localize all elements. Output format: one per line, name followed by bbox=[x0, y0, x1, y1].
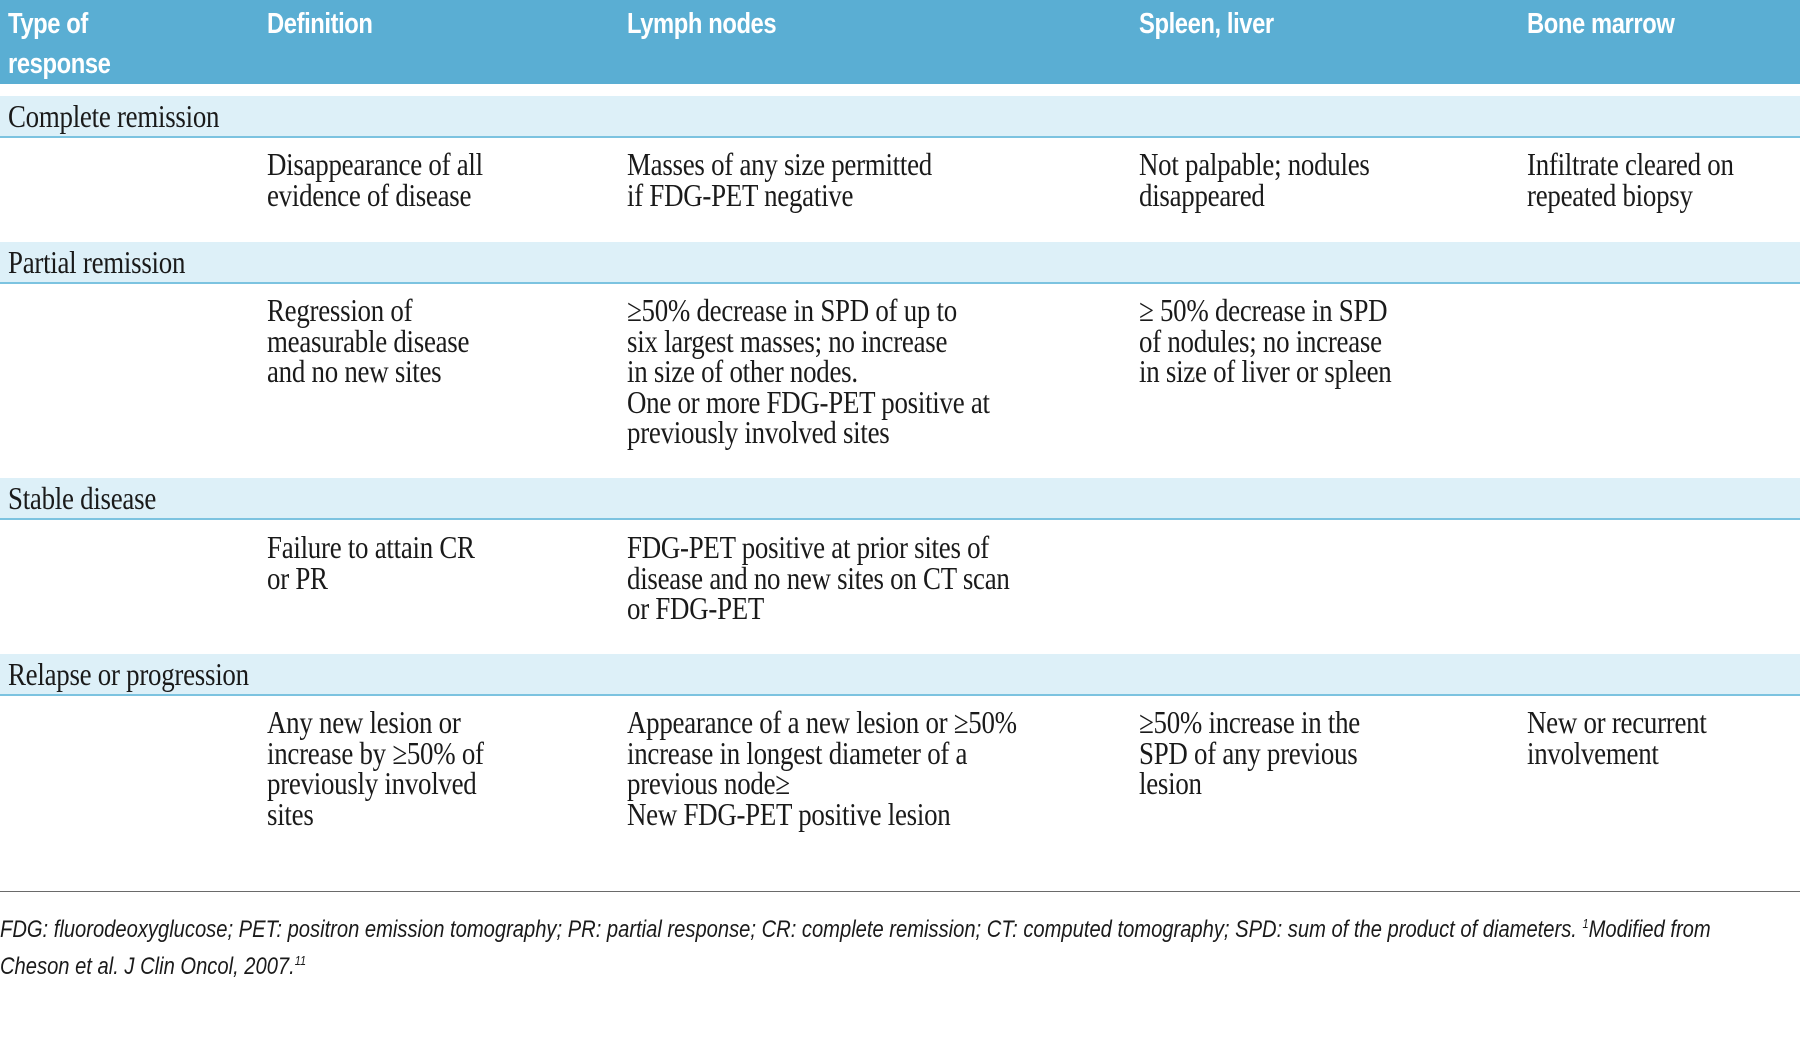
section-label: Relapse or progression bbox=[8, 656, 249, 692]
cell-spleen-liver: ≥ 50% decrease in SPD of nodules; no increase in size of liver or spleen bbox=[1139, 292, 1392, 389]
section-row-relapse-or-progression bbox=[0, 654, 1800, 696]
cell-definition: Any new lesion or increase by ≥50% of previously involved sites bbox=[267, 704, 484, 832]
cell-lymph-nodes: ≥50% decrease in SPD of up to six largest masses; no increase in size of other nodes. One or more FDG-PET positive at previously involved sites bbox=[627, 292, 990, 450]
section-label: Complete remission bbox=[8, 98, 220, 134]
header-lymph-nodes: Lymph nodes bbox=[627, 8, 777, 40]
footnote-reference: 11 bbox=[294, 953, 307, 968]
header-spleen-liver: Spleen, liver bbox=[1139, 8, 1274, 40]
cell-definition: Disappearance of all evidence of disease bbox=[267, 146, 483, 213]
cell-bone-marrow: New or recurrent involvement bbox=[1527, 704, 1707, 771]
table-header-row bbox=[0, 0, 1800, 84]
cell-lymph-nodes: Appearance of a new lesion or ≥50% increase in longest diameter of a previous node≥ New FDG-PET positive lesion bbox=[627, 704, 1017, 832]
header-definition: Definition bbox=[267, 8, 373, 40]
cell-spleen-liver: ≥50% increase in the SPD of any previous lesion bbox=[1139, 704, 1360, 801]
cell-lymph-nodes: FDG-PET positive at prior sites of disease and no new sites on CT scan or FDG-PET bbox=[627, 529, 1010, 626]
section-label: Stable disease bbox=[8, 480, 157, 516]
cell-lymph-nodes: Masses of any size permitted if FDG-PET negative bbox=[627, 146, 932, 213]
section-row-complete-remission bbox=[0, 96, 1800, 138]
header-bone-marrow: Bone marrow bbox=[1527, 8, 1675, 40]
cell-definition: Failure to attain CR or PR bbox=[267, 529, 475, 596]
cell-bone-marrow: Infiltrate cleared on repeated biopsy bbox=[1527, 146, 1734, 213]
footnote-abbreviations: FDG: fluorodeoxyglucose; PET: positron emission tomography; PR: partial response; CR: complete remission; CT: computed tomography; SPD: sum of the product of diameters. bbox=[0, 916, 1583, 943]
header-type-of-response: Type of response bbox=[8, 8, 111, 80]
table-footnote bbox=[0, 908, 1714, 982]
section-row-partial-remission bbox=[0, 242, 1800, 284]
section-row-stable-disease bbox=[0, 478, 1800, 520]
footnote-superscript: 1 bbox=[1582, 916, 1589, 931]
cell-definition: Regression of measurable disease and no new sites bbox=[267, 292, 470, 389]
cell-spleen-liver: Not palpable; nodules disappeared bbox=[1139, 146, 1370, 213]
section-label: Partial remission bbox=[8, 244, 186, 280]
footer-divider bbox=[0, 891, 1800, 892]
footnote-source: Modified from Cheson et al. J Clin Oncol, 2007. bbox=[0, 916, 1711, 980]
